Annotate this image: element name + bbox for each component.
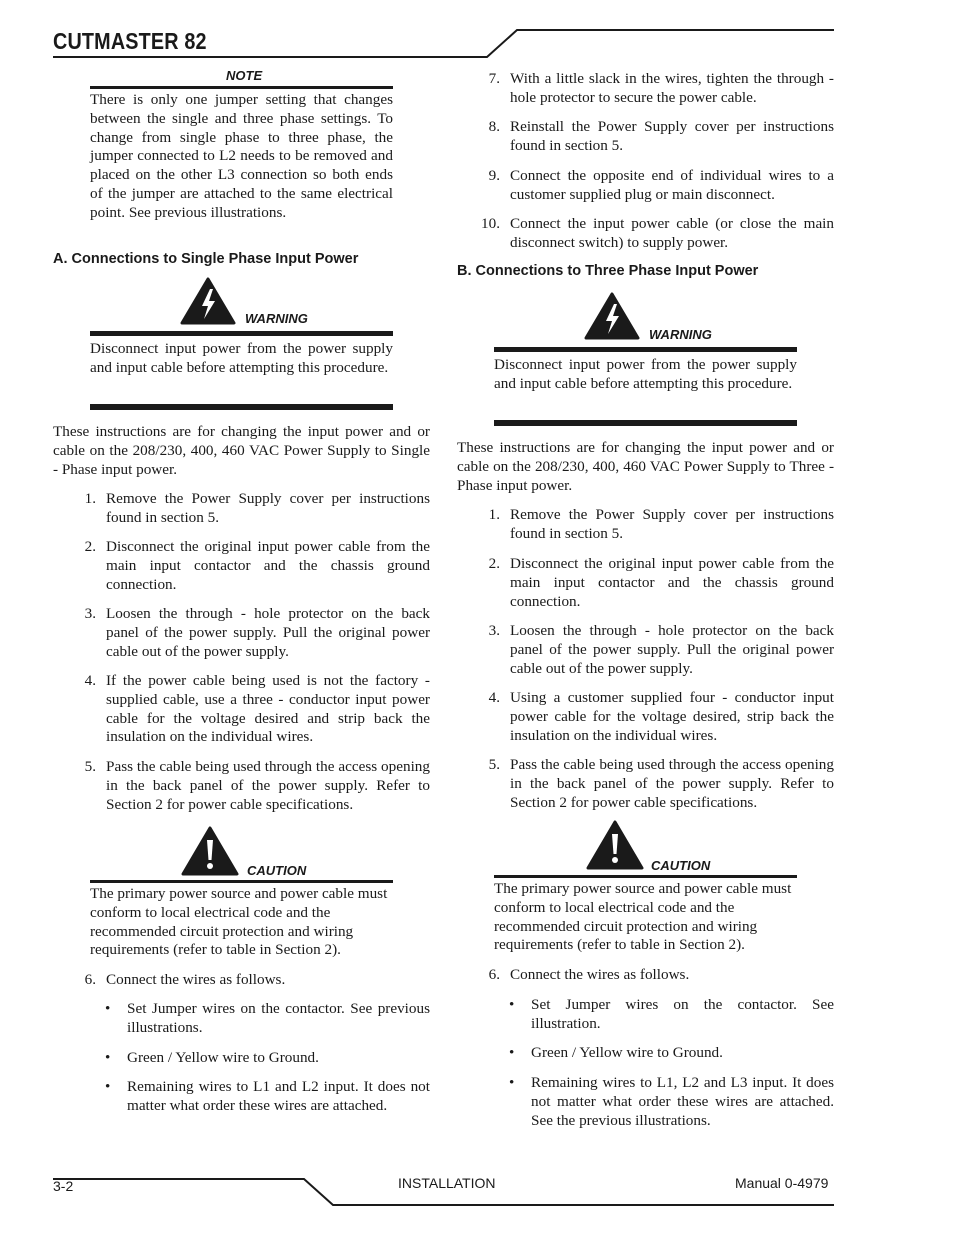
intro-paragraph: These instructions are for changing the input power and or cable on the 208/230, 400, 460 VAC Power Supply to Three - Phase input power. <box>457 439 834 494</box>
bullet-icon: • <box>509 996 515 1013</box>
warning-bar-top <box>90 331 393 336</box>
item-number: 8. <box>488 118 500 135</box>
item-number: 10. <box>481 215 500 232</box>
item-text: Connect the wires as follows. <box>106 971 286 988</box>
item-number: 4. <box>84 672 96 689</box>
bullet-icon: • <box>105 1049 111 1066</box>
caution-label: CAUTION <box>247 863 307 878</box>
item-text: Pass the cable being used through the access opening in the back panel of the power supply. Refer to Section 2 for power cable specifications. <box>510 756 834 811</box>
item-text: Loosen the through - hole protector on the back panel of the power supply. Pull the original power cable out of the power supply. <box>510 622 834 677</box>
warning-bar-bottom <box>90 404 393 410</box>
item-text: Remove the Power Supply cover per instructions found in section 5. <box>106 490 430 526</box>
warning-text: Disconnect input power from the power supply and input cable before attempting this procedure. <box>90 340 393 376</box>
lightning-warning-icon <box>180 277 236 325</box>
item-text: Connect the opposite end of individual wires to a customer supplied plug or main disconnect. <box>510 167 834 203</box>
bullet-icon: • <box>509 1044 515 1061</box>
item-number: 5. <box>488 756 500 773</box>
section-b-heading: B. Connections to Three Phase Input Power <box>457 263 759 279</box>
bullet-text: Remaining wires to L1, L2 and L3 input. It does not matter what order these wires are attached. See the previous illustrations. <box>531 1074 834 1129</box>
page-number: 3-2 <box>53 1178 74 1194</box>
item-number: 3. <box>84 605 96 622</box>
bullet-text: Remaining wires to L1 and L2 input. It does not matter what order these wires are attached. <box>127 1078 430 1114</box>
item-number: 2. <box>84 538 96 555</box>
caution-bar <box>494 875 797 878</box>
bullet-text: Green / Yellow wire to Ground. <box>531 1044 723 1061</box>
item-number: 4. <box>488 689 500 706</box>
caution-label: CAUTION <box>651 858 711 873</box>
item-text: Disconnect the original input power cable from the main input contactor and the chassis ground connection. <box>510 555 834 610</box>
footer-manual: Manual 0-4979 <box>735 1175 829 1191</box>
item-number: 5. <box>84 758 96 775</box>
item-number: 1. <box>84 490 96 507</box>
intro-paragraph: These instructions are for changing the input power and or cable on the 208/230, 400, 460 VAC Power Supply to Single - Phase input power. <box>53 423 430 478</box>
item-number: 2. <box>488 555 500 572</box>
warning-label: WARNING <box>649 327 712 342</box>
page-title: CUTMASTER 82 <box>53 28 207 54</box>
footer-section: INSTALLATION <box>398 1175 496 1191</box>
item-number: 7. <box>488 70 500 87</box>
note-text: There is only one jumper setting that changes between the single and three phase settings. To change from single phase to three phase, the jumper connected to L2 needs to be removed and placed on the other L3 connection so both ends of the jumper are attached to the same electrical point. See previous illustrations. <box>90 91 393 221</box>
warning-bar-bottom <box>494 420 797 426</box>
warning-bar-top <box>494 347 797 352</box>
item-text: With a little slack in the wires, tighten the through - hole protector to secure the power cable. <box>510 70 834 106</box>
note-label: NOTE <box>226 68 263 83</box>
caution-text: The primary power source and power cable must conform to local electrical code and the recommended circuit protection and wiring requirements (refer to table in Section 2). <box>494 880 792 954</box>
warning-label: WARNING <box>245 311 308 326</box>
lightning-warning-icon <box>584 292 640 340</box>
item-text: Pass the cable being used through the access opening in the back panel of the power supply. Refer to Section 2 for power cable specifications. <box>106 758 430 813</box>
item-text: Disconnect the original input power cable from the main input contactor and the chassis ground connection. <box>106 538 430 593</box>
note-bar <box>90 86 393 89</box>
item-text: Loosen the through - hole protector on the back panel of the power supply. Pull the original power cable out of the power supply. <box>106 605 430 660</box>
bullet-text: Set Jumper wires on the contactor. See previous illustrations. <box>127 1000 430 1036</box>
caution-text: The primary power source and power cable must conform to local electrical code and the recommended circuit protection and wiring requirements (refer to table in Section 2). <box>90 885 388 959</box>
item-text: Using a customer supplied four - conductor input power cable for the voltage desired, strip back the insulation on the individual wires. <box>510 689 834 744</box>
item-text: Connect the input power cable (or close the main disconnect switch) to supply power. <box>510 215 834 251</box>
item-number: 9. <box>488 167 500 184</box>
bullet-text: Set Jumper wires on the contactor. See illustration. <box>531 996 834 1032</box>
item-number: 6. <box>488 966 500 983</box>
item-number: 6. <box>84 971 96 988</box>
bullet-icon: • <box>509 1074 515 1091</box>
item-number: 1. <box>488 506 500 523</box>
item-text: Connect the wires as follows. <box>510 966 690 983</box>
item-number: 3. <box>488 622 500 639</box>
item-text: Reinstall the Power Supply cover per instructions found in section 5. <box>510 118 834 154</box>
exclamation-caution-icon <box>181 826 239 876</box>
bullet-text: Green / Yellow wire to Ground. <box>127 1049 319 1066</box>
item-text: If the power cable being used is not the factory - supplied cable, use a three - conductor input power cable for the voltage desired and strip back the insulation on the individual wires. <box>106 672 430 746</box>
warning-text: Disconnect input power from the power supply and input cable before attempting this procedure. <box>494 356 797 392</box>
bullet-icon: • <box>105 1078 111 1095</box>
section-a-heading: A. Connections to Single Phase Input Power <box>53 251 359 267</box>
exclamation-caution-icon <box>586 820 644 870</box>
item-text: Remove the Power Supply cover per instructions found in section 5. <box>510 506 834 542</box>
bullet-icon: • <box>105 1000 111 1017</box>
caution-bar <box>90 880 393 883</box>
